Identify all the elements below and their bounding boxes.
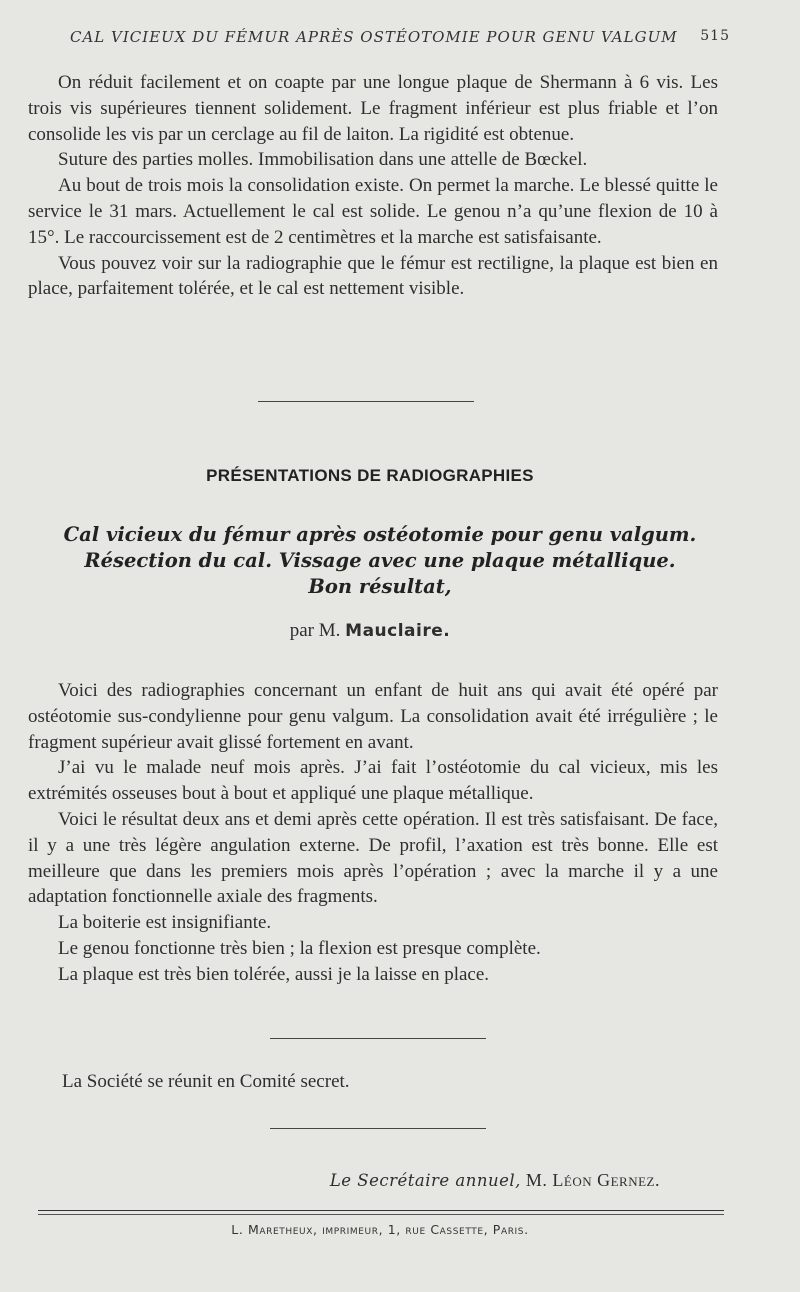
signature-name: M. Léon Gernez. bbox=[525, 1170, 660, 1190]
paragraph: Voici des radiographies concernant un enfant de huit ans qui avait été opéré par ostéotomie sus-condylienne pour genu valgum. La consolidation avait été irrégulière ; le fragment supérieur avait glissé fortement en avant. bbox=[28, 680, 718, 753]
byline-prefix: par M. bbox=[289, 620, 341, 641]
body-text-block bbox=[28, 678, 718, 988]
printer-imprint: L. Maretheux, imprimeur, 1, rue Cassette, Paris. bbox=[231, 1222, 529, 1237]
running-head-title: CAL VICIEUX DU FÉMUR APRÈS OSTÉOTOMIE POUR GENU VALGUM bbox=[70, 28, 678, 46]
footer-rule bbox=[38, 1214, 724, 1215]
paragraph: Le genou fonctionne très bien ; la flexion est presque complète. bbox=[58, 937, 541, 959]
signature-role: Le Secrétaire annuel, bbox=[329, 1171, 521, 1190]
footer-rule bbox=[38, 1210, 724, 1211]
section-divider bbox=[270, 1038, 486, 1039]
article-title-line: Bon résultat, bbox=[308, 575, 452, 598]
committee-note: La Société se réunit en Comité secret. bbox=[62, 1071, 350, 1092]
author-name: Mauclaire. bbox=[345, 621, 451, 641]
paragraph: J’ai vu le malade neuf mois après. J’ai fait l’ostéotomie du cal vicieux, mis les extrémités osseuses bout à bout et appliqué une plaque métallique. bbox=[28, 757, 718, 805]
article-title-line: Résection du cal. Vissage avec une plaque métallique. bbox=[84, 549, 676, 572]
paragraph: Vous pouvez voir sur la radiographie que le fémur est rectiligne, la plaque est bien en place, parfaitement tolérée, et le cal est nettement visible. bbox=[28, 252, 718, 300]
page-number: 515 bbox=[700, 28, 730, 44]
paragraph: Suture des parties molles. Immobilisation dans une attelle de Bœckel. bbox=[58, 149, 588, 171]
section-divider bbox=[258, 401, 474, 402]
signature bbox=[330, 1170, 660, 1191]
paragraph: La boiterie est insignifiante. bbox=[58, 912, 272, 934]
section-title: PRÉSENTATIONS DE RADIOGRAPHIES bbox=[206, 466, 534, 485]
running-head bbox=[70, 28, 730, 46]
paragraph: Au bout de trois mois la consolidation existe. On permet la marche. Le blessé quitte le service le 31 mars. Actuellement le cal est solide. Le genou n’a qu’une flexion de 10 à 15°. Le raccourcissement est de 2 centimètres et la marche est satisfaisante. bbox=[28, 175, 718, 248]
paragraph: On réduit facilement et on coapte par une longue plaque de Shermann à 6 vis. Les trois vis supérieures tiennent solidement. Le fragment inférieur est plus friable et l’on consolide les vis par un cerclage au fil de laiton. La rigidité est obtenue. bbox=[28, 72, 718, 145]
top-text-block bbox=[28, 70, 718, 302]
article-title bbox=[20, 522, 740, 600]
paragraph: Voici le résultat deux ans et demi après cette opération. Il est très satisfaisant. De face, il y a une très légère angulation externe. De profil, l’axation est très bonne. Elle est meilleure que dans les premiers mois après l’opération ; avec la marche il y a une adaptation fonctionnelle axiale des fragments. bbox=[28, 808, 718, 908]
section-divider bbox=[270, 1128, 486, 1129]
byline bbox=[0, 620, 740, 642]
article-title-line: Cal vicieux du fémur après ostéotomie pour genu valgum. bbox=[63, 523, 697, 546]
paragraph: La plaque est très bien tolérée, aussi je la laisse en place. bbox=[58, 963, 490, 985]
